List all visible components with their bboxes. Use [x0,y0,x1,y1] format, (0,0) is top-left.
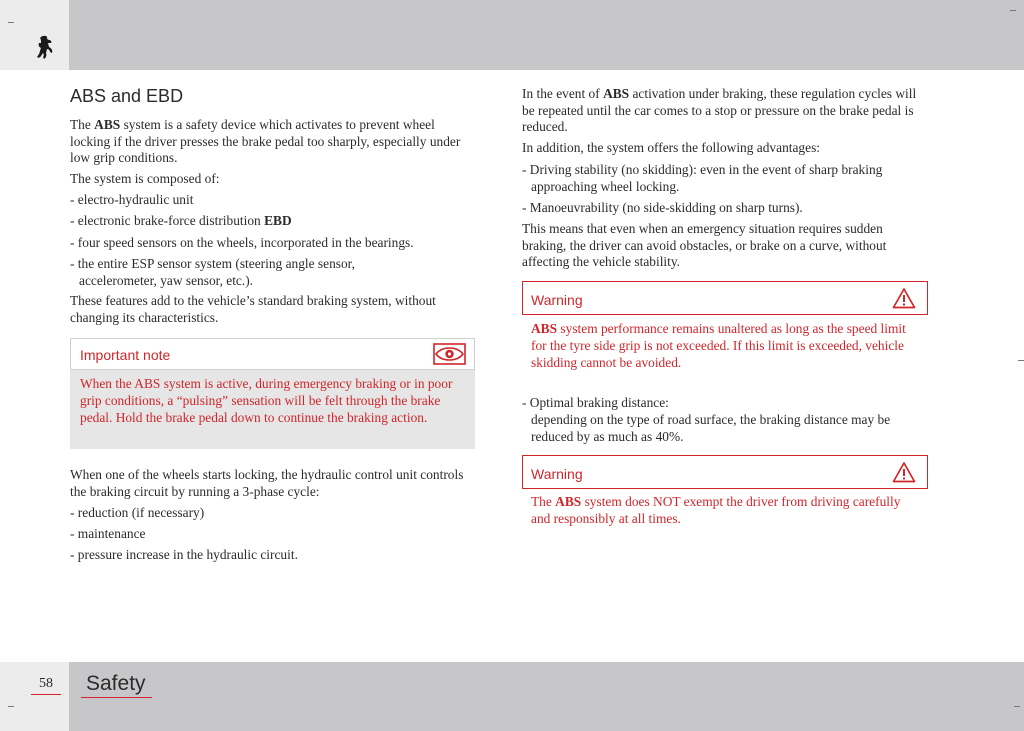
warning-title: Warning [531,292,583,308]
crop-mark [8,706,14,707]
event-paragraph: In the event of ABS activation under braking, these regulation cycles will be repeated until the car comes to a stop or pressure on the brake pedal is reduced. [522,86,917,134]
important-note-body: When the ABS system is active, during emergency braking or in poor grip conditions, a “pulsing” sensation will be felt through the brake pedal. Hold the brake pedal down to continue the braking action. [70,370,475,449]
list-item: - four speed sensors on the wheels, incorporated in the bearings. [70,235,414,250]
features-paragraph: These features add to the vehicle’s standard braking system, without changing its characteristics. [70,293,436,325]
footer-band [69,662,1024,731]
page-title: ABS and EBD [70,86,184,106]
crop-mark [1018,360,1024,361]
header-band [69,0,1024,70]
section-title: Safety [81,671,152,698]
warning-header [522,281,928,315]
warning-body: ABS system performance remains unaltered as long as the speed limit for the tyre side grip is not exceeded. If this limit is exceeded, vehicle skidding cannot be avoided. [531,321,906,370]
addition-paragraph: In addition, the system offers the following advantages: [522,140,821,155]
list-item: - maintenance [70,526,146,541]
crop-mark [1014,706,1020,707]
composed-label: The system is composed of: [70,171,220,186]
list-item: - electronic brake-force distribution EBD [70,213,292,228]
list-item: - Driving stability (no skidding): even in the event of sharp braking approaching wheel locking. [522,162,883,194]
important-note-title: Important note [80,347,171,363]
cycle-paragraph: When one of the wheels starts locking, the hydraulic control unit controls the braking circuit by running a 3-phase cycle: [70,467,464,499]
page-number: 58 [31,676,61,695]
eye-icon [433,343,466,365]
footer-corner [0,662,69,731]
warning-header [522,455,928,489]
optimal-label: - Optimal braking distance: [522,395,669,410]
optimal-text: depending on the type of road surface, the braking distance may be reduced by as much as 40%. [531,412,891,444]
crop-mark [1010,10,1016,11]
warning-triangle-icon [892,461,916,483]
list-item: - reduction (if necessary) [70,505,205,520]
prancing-horse-icon [34,34,56,60]
list-item: - Manoeuvrability (no side-skidding on sharp turns). [522,200,803,215]
warning-triangle-icon [892,287,916,309]
means-paragraph: This means that even when an emergency situation requires sudden braking, the driver can avoid obstacles, or brake on a curve, without affecting the vehicle stability. [522,221,887,269]
warning-title: Warning [531,466,583,482]
warning-body: The ABS system does NOT exempt the driver from driving carefully and responsibly at all times. [531,494,901,526]
crop-mark [8,22,14,23]
important-note-header [70,338,475,370]
list-item: - the entire ESP sensor system (steering angle sensor, accelerometer, yaw sensor, etc.). [70,256,355,288]
intro-paragraph: The ABS system is a safety device which activates to prevent wheel locking if the driver presses the brake pedal too sharply, especially under low grip conditions. [70,117,461,165]
list-item: - pressure increase in the hydraulic circuit. [70,547,298,562]
list-item: - electro-hydraulic unit [70,192,194,207]
